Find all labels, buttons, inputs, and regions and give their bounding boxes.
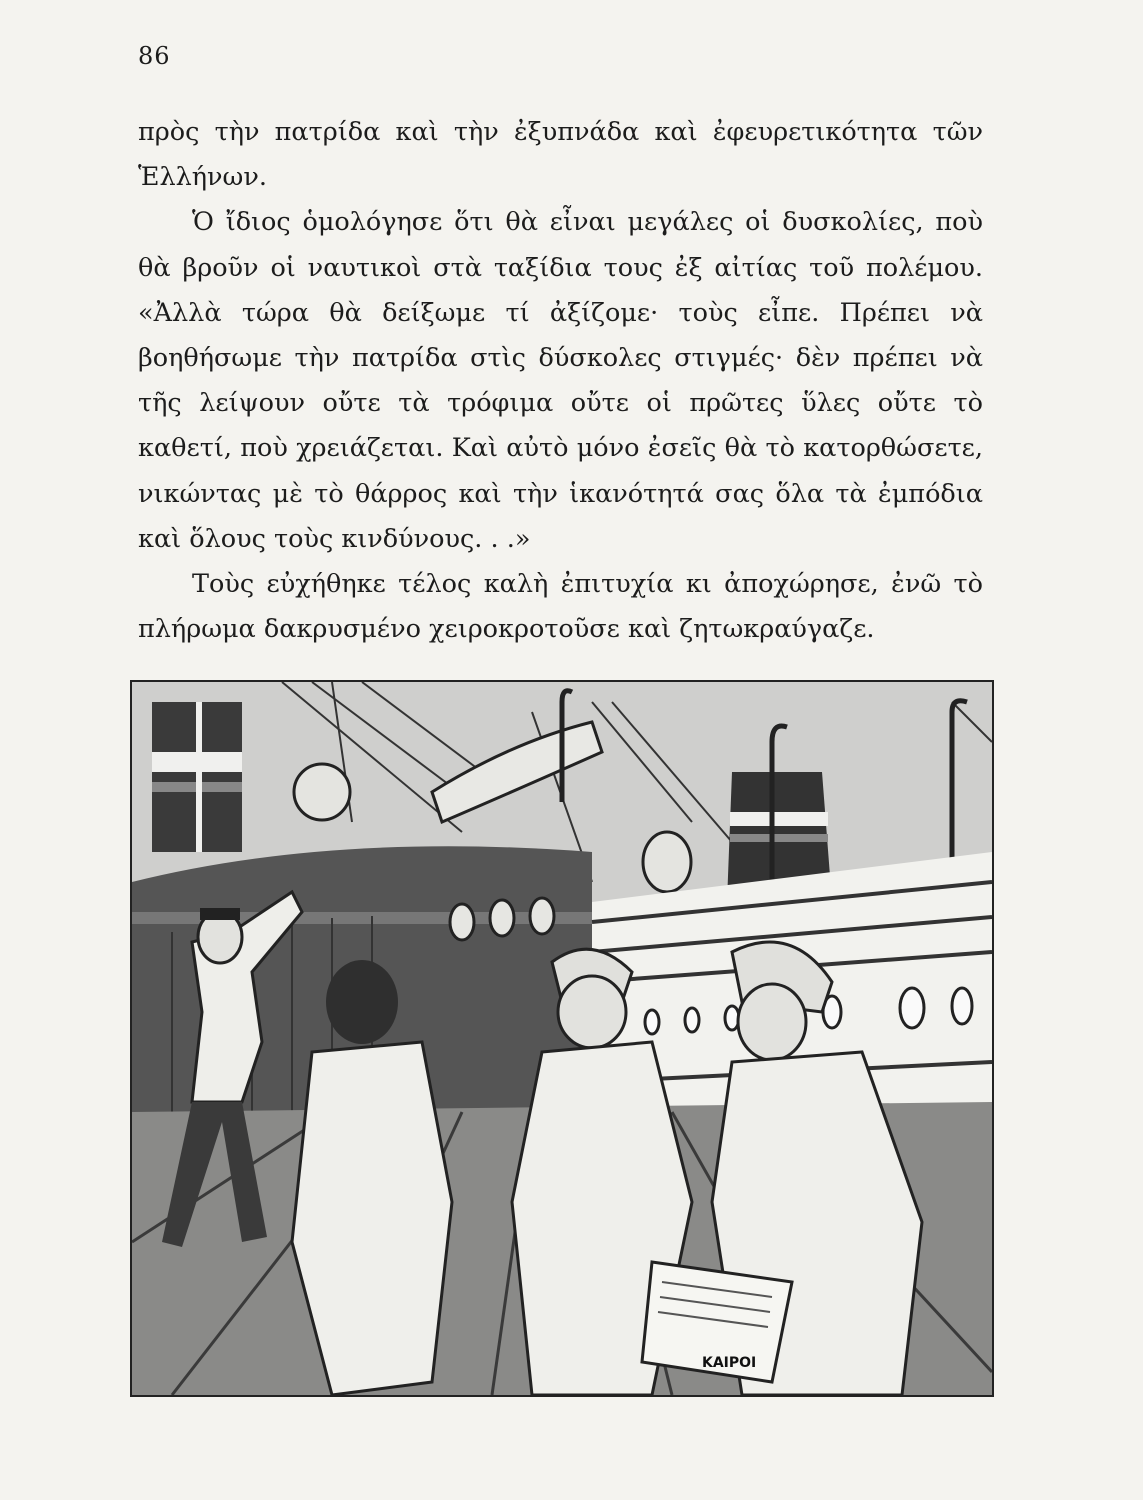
ship-deck-illustration (130, 680, 994, 1397)
body-text (138, 110, 983, 652)
paragraph-3: Τοὺς εὐχήθηκε τέλος καλὴ ἐπιτυχία κι ἀποχώρησε, ἐνῶ τὸ πλήρωμα δακρυσμένο χειροκροτοῦσε καὶ ζητωκραύγαζε. (138, 569, 983, 645)
paragraph-1: πρὸς τὴν πατρίδα καὶ τὴν ἐξυπνάδα καὶ ἐφευρετικότητα τῶν Ἑλλήνων. (138, 117, 983, 193)
page-number: 86 (138, 42, 171, 70)
newspaper-title: ΚΑΙΡΟΙ (702, 1355, 757, 1371)
newspaper (642, 1262, 792, 1382)
illustration-drawing (132, 682, 992, 1395)
paragraph-2: Ὁ ἴδιος ὁμολόγησε ὅτι θὰ εἶναι μεγάλες οἱ δυσκολίες, ποὺ θὰ βροῦν οἱ ναυτικοὶ στὰ ταξίδια τους ἐξ αἰτίας τοῦ πολέμου. «Ἀλλὰ τώρα θὰ δείξωμε τί ἀξίζομε· τοὺς εἶπε. Πρέπει νὰ βοηθήσωμε τὴν πατρίδα στὶς δύσκολες στιγμές· δὲν πρέπει νὰ τῆς λείψουν οὔτε τὰ τρόφιμα οὔτε οἱ πρῶτες ὕλες οὔτε τὸ καθετί, ποὺ χρειάζεται. Καὶ αὐτὸ μόνο ἐσεῖς θὰ τὸ κατορθώσετε, νικώντας μὲ τὸ θάρρος καὶ τὴν ἱκανότητά σας ὅλα τὰ ἐμπόδια καὶ ὅλους τοὺς κινδύνους. . .» (138, 207, 983, 554)
left-funnel (152, 702, 242, 852)
